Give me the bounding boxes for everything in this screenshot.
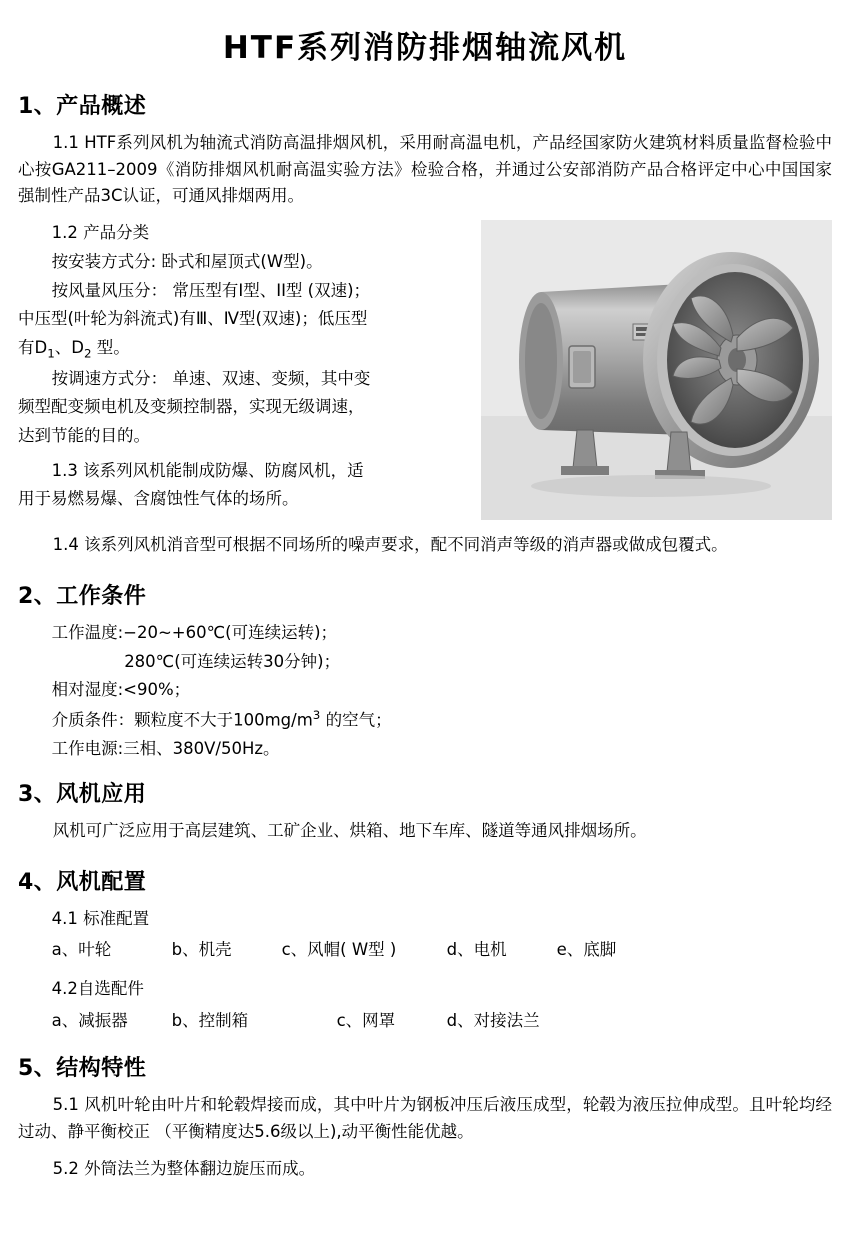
sub-1-2-line-4-post: 型。 bbox=[91, 338, 130, 358]
application-line: 风机可广泛应用于高层建筑、工矿企业、烘箱、地下车库、隧道等通风排烟场所。 bbox=[52, 820, 647, 840]
sub-1-2-line-2: 按风量风压分： 常压型有I型、II型 (双速)； bbox=[51, 280, 371, 300]
optional-part-b: b、控制箱 bbox=[171, 1011, 249, 1031]
page-title: HTF系列消防排烟轴流风机 bbox=[222, 30, 628, 66]
sub-1-2-line-4-sub2: 2 bbox=[84, 346, 92, 361]
structure-line-2: 5.2 外筒法兰为整体翻边旋压而成。 bbox=[52, 1158, 316, 1178]
sub-1-2-line-4-sub1: 1 bbox=[47, 346, 55, 361]
sub-1-2-line-4-pre: 有D bbox=[18, 338, 48, 358]
paragraph-1-1: 1.1 HTF系列风机为轴流式消防高温排烟风机，采用耐高温电机，产品经国家防火建筑材料质量监督检验中心按GA211–2009《消防排烟风机耐高温实验方法》检验合格，并通过公安部消防产品合格评定中心中国国家强制性产品3C认证，可通风排烟两用。 bbox=[18, 133, 832, 206]
sub-1-2-line-1: 按安装方式分: 卧式和屋顶式(W型)。 bbox=[51, 251, 323, 271]
standard-part-d: d、电机 bbox=[446, 940, 507, 960]
standard-part-c: c、风帽( W型 ) bbox=[281, 940, 397, 960]
work-temp-line-2: 280℃(可连续运转30分钟)； bbox=[124, 651, 341, 671]
sub-1-3-line-1: 1.3 该系列风机能制成防爆、防腐风机，适 bbox=[51, 460, 364, 480]
optional-part-c: c、网罩 bbox=[336, 1011, 396, 1031]
sub-1-2-line-6: 频型配变频电机及变频控制器，实现无级调速， bbox=[18, 397, 365, 417]
fan-illustration bbox=[481, 220, 832, 520]
sub-1-2-line-5: 按调速方式分： 单速、双速、变频，其中变 bbox=[51, 368, 371, 388]
section-heading-1: 1、产品概述 bbox=[18, 94, 147, 119]
sub-1-2-line-3: 中压型(叶轮为斜流式)有Ⅲ、Ⅳ型(双速)；低压型 bbox=[18, 309, 368, 329]
medium-line-post: 的空气； bbox=[320, 710, 392, 730]
sub-1-2-line-4-mid: 、D bbox=[54, 338, 84, 358]
section-heading-4: 4、风机配置 bbox=[18, 869, 147, 895]
section-heading-2: 2、工作条件 bbox=[18, 583, 147, 609]
medium-line-sup: 3 bbox=[312, 708, 321, 723]
sub-1-3-line-2: 用于易燃易爆、含腐蚀性气体的场所。 bbox=[18, 489, 299, 509]
optional-part-d: d、对接法兰 bbox=[446, 1011, 540, 1031]
power-line: 工作电源:三相、380V/50Hz。 bbox=[51, 739, 280, 759]
optional-parts-row bbox=[52, 1007, 832, 1035]
sub-1-2-line-7: 达到节能的目的。 bbox=[18, 426, 150, 445]
optional-part-a: a、减振器 bbox=[51, 1011, 128, 1031]
sub-4-1-title: 4.1 标准配置 bbox=[51, 908, 150, 928]
medium-line-pre: 介质条件：颗粒度不大于100mg/m bbox=[51, 710, 313, 730]
sub-1-2-title: 1.2 产品分类 bbox=[51, 223, 150, 243]
humidity-line: 相对湿度:<90%； bbox=[51, 680, 191, 700]
work-temp-line-1: 工作温度:−20~+60℃(可连续运转)； bbox=[51, 622, 338, 642]
standard-part-a: a、叶轮 bbox=[51, 940, 112, 960]
overview-section bbox=[18, 130, 832, 526]
sub-1-4: 1.4 该系列风机消音型可根据不同场所的噪声要求，配不同消声等级的消声器或做成包覆式。 bbox=[52, 535, 728, 555]
configuration-standard bbox=[52, 906, 832, 1036]
standard-parts-row bbox=[52, 936, 832, 964]
medium-line bbox=[52, 706, 832, 734]
working-conditions-list bbox=[52, 620, 832, 763]
sub-4-2-title: 4.2自选配件 bbox=[51, 979, 144, 999]
axial-fan-photo bbox=[481, 220, 832, 520]
standard-part-e: e、底脚 bbox=[556, 940, 617, 960]
section-heading-3: 3、风机应用 bbox=[18, 781, 147, 807]
terminal-box-icon bbox=[569, 346, 595, 388]
standard-part-b: b、机壳 bbox=[171, 940, 232, 960]
structure-line-1: 5.1 风机叶轮由叶片和轮毂焊接而成，其中叶片为钢板冲压后液压成型，轮毂为液压拉伸成型。且叶轮均经过动、静平衡校正 （平衡精度达5.6级以上),动平衡性能优越。 bbox=[18, 1095, 832, 1141]
section-heading-5: 5、结构特性 bbox=[18, 1056, 147, 1082]
